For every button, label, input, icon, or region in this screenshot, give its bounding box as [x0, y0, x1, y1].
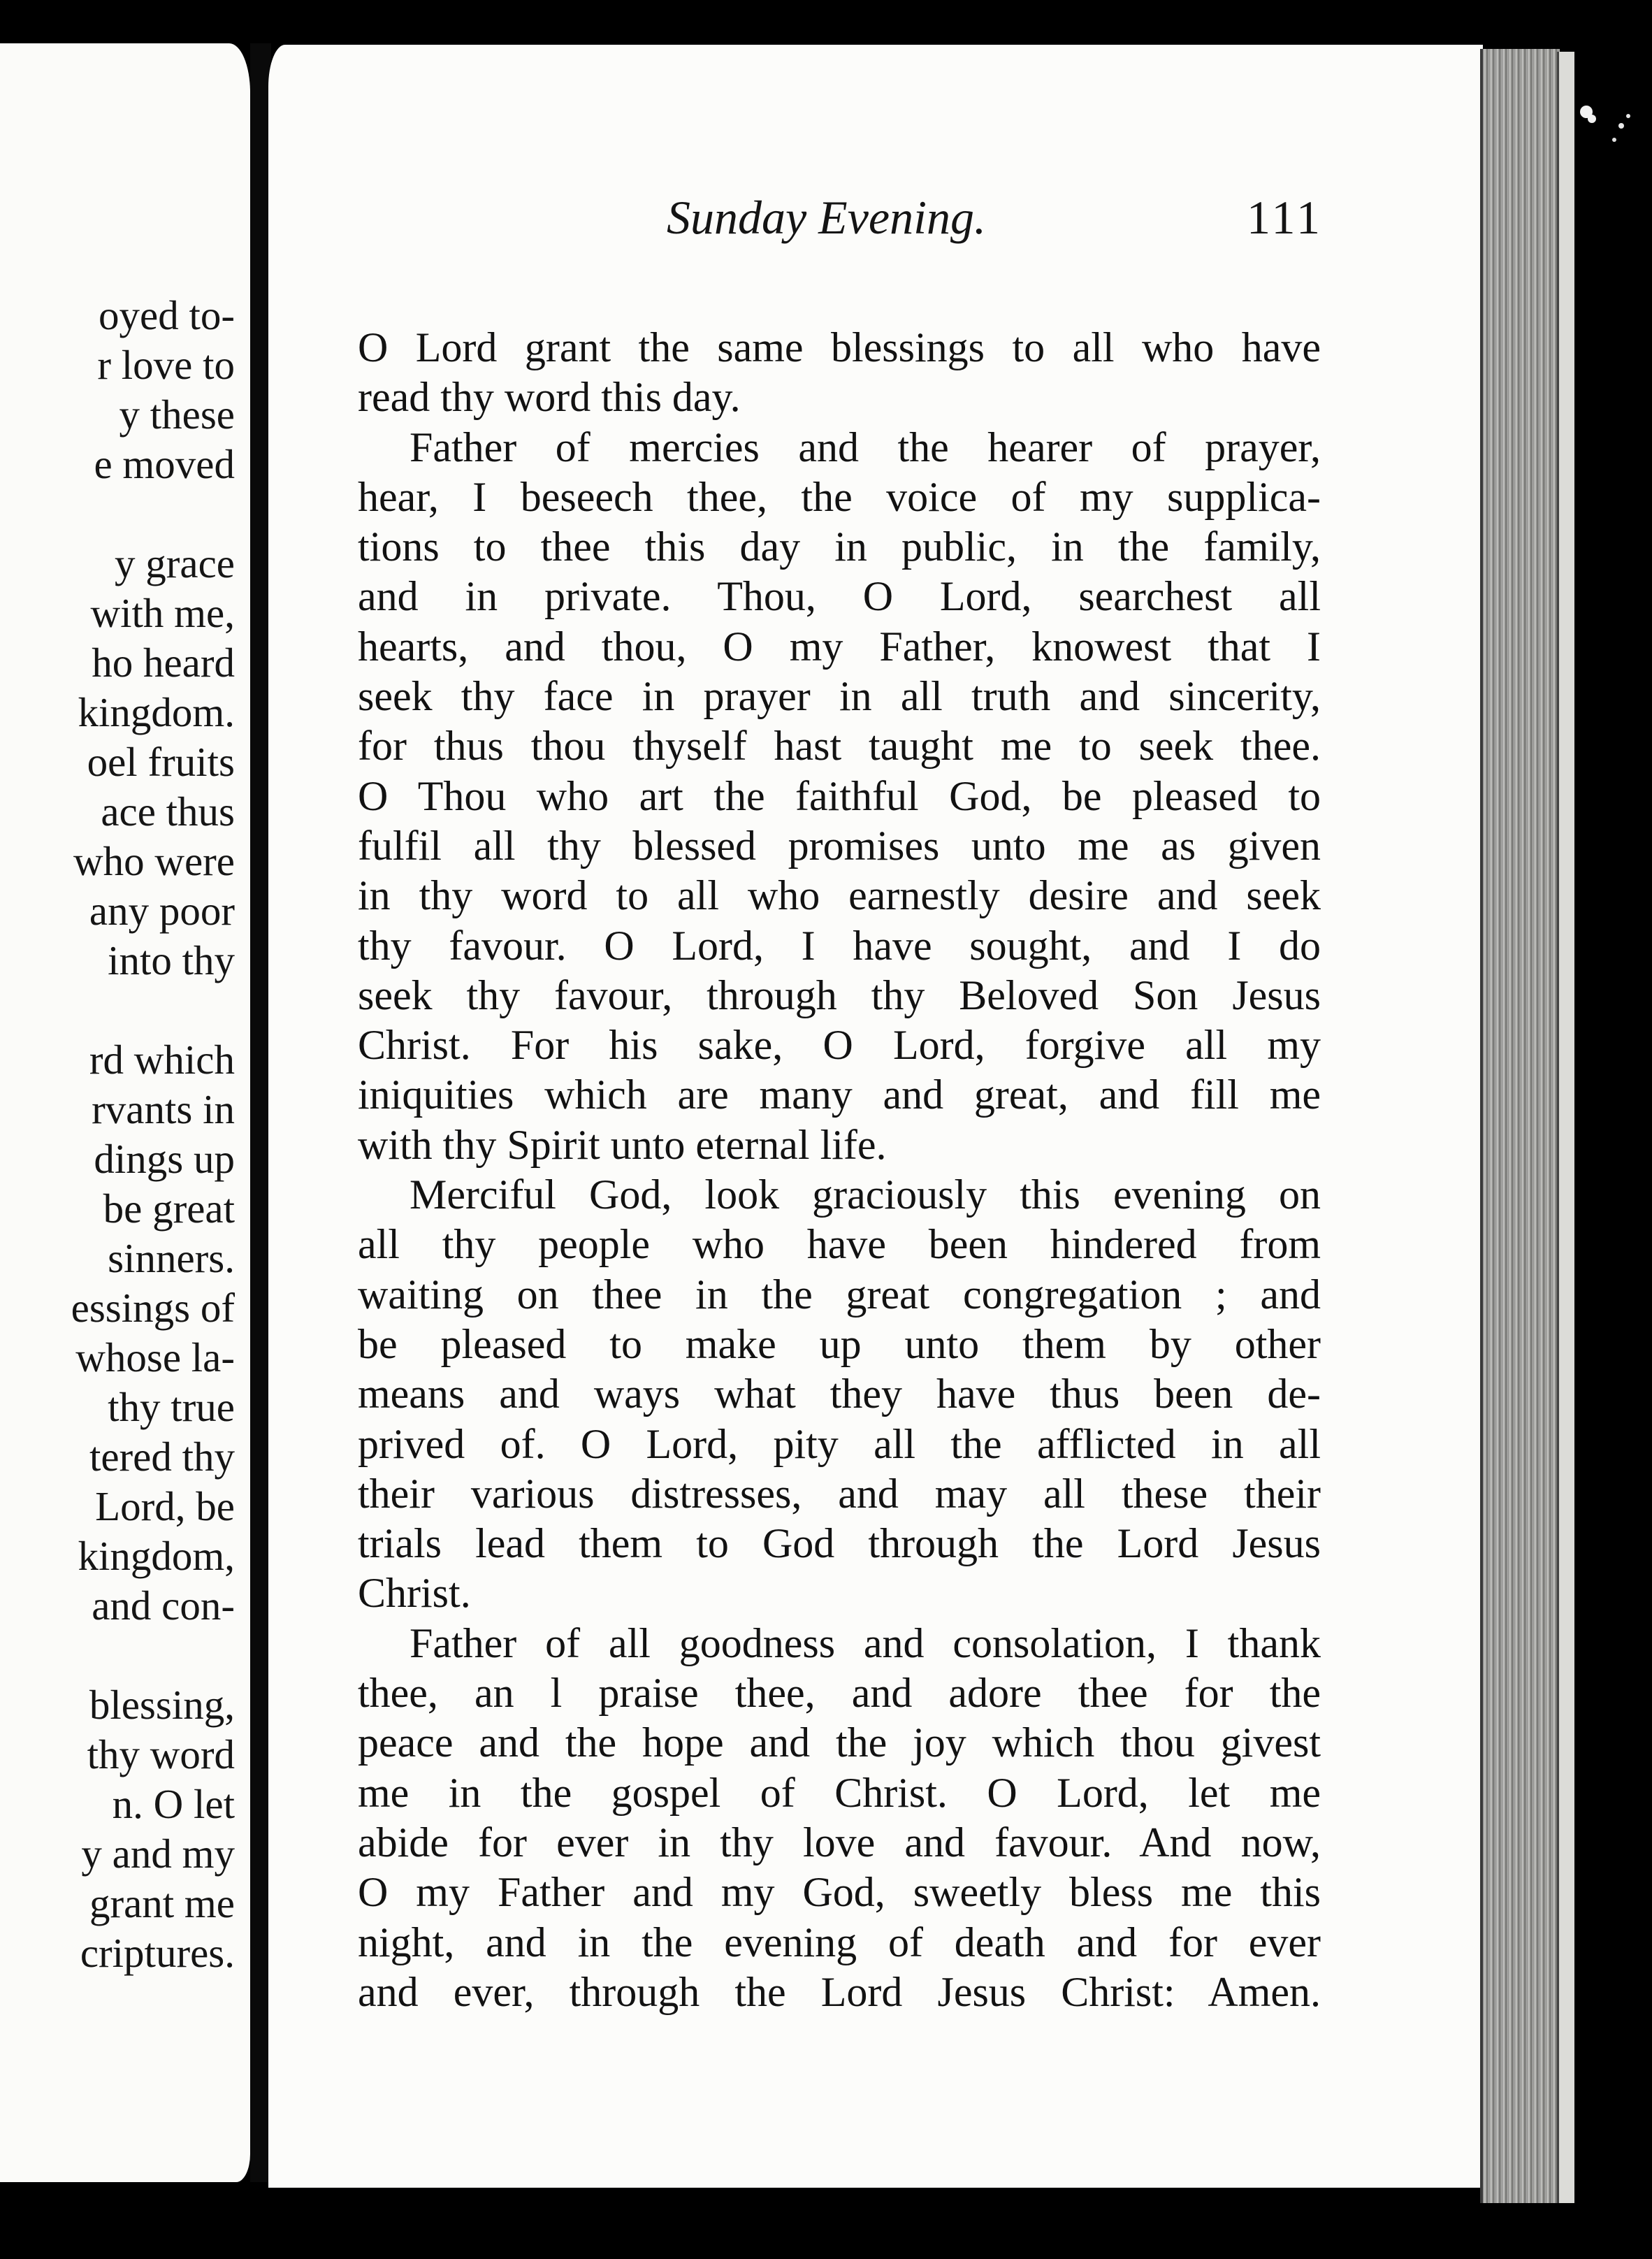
left-page-line: tered thy: [89, 1434, 235, 1480]
body-line: be pleased to make up unto them by other: [358, 1320, 1321, 1367]
body-line: hear, I beseech thee, the voice of my supplica-: [358, 473, 1321, 520]
left-page-line: thy word: [87, 1731, 235, 1777]
left-page-line: oel fruits: [87, 739, 235, 785]
body-line: Christ. For his sake, O Lord, forgive all my: [358, 1022, 1321, 1069]
body-line: thy favour. O Lord, I have sought, and I do: [358, 922, 1321, 969]
page-edges-outer: [1557, 52, 1574, 2203]
left-page-gap: [0, 986, 235, 1035]
left-page-gap: [0, 1631, 235, 1680]
right-page: [268, 45, 1483, 2188]
left-page-line: e moved: [94, 441, 235, 487]
body-line: night, and in the evening of death and for ever: [358, 1919, 1321, 1965]
left-page-line: be great: [103, 1185, 235, 1232]
body-line: Father of mercies and the hearer of prayer,: [410, 424, 1321, 470]
left-page-line: blessing,: [89, 1682, 235, 1728]
body-line: with thy Spirit unto eternal life.: [358, 1121, 887, 1168]
left-page-line: y these: [119, 391, 235, 438]
left-page-line: rvants in: [92, 1086, 235, 1132]
running-title: Sunday Evening.: [667, 191, 986, 244]
body-line: fulfil all thy blessed promises unto me as given: [358, 822, 1321, 869]
left-page-line: grant me: [89, 1880, 235, 1926]
body-line: thee, an l praise thee, and adore thee for the: [358, 1670, 1321, 1717]
body-line: means and ways what they have thus been de-: [358, 1371, 1321, 1417]
body-line: iniquities which are many and great, and fill me: [358, 1071, 1321, 1118]
body-line: seek thy favour, through thy Beloved Son Jesus: [358, 972, 1321, 1018]
page-number: 111: [1247, 191, 1323, 244]
left-page-line: kingdom.: [78, 689, 235, 735]
left-page-line: into thy: [108, 937, 235, 983]
left-page-text: [0, 291, 235, 1978]
left-page: [0, 43, 250, 2182]
body-line: trials lead them to God through the Lord Jesus: [358, 1520, 1321, 1567]
left-page-line: rd which: [89, 1037, 235, 1083]
left-page-line: thy true: [108, 1384, 235, 1430]
body-line: O Lord grant the same blessings to all who have: [358, 324, 1321, 370]
left-page-line: who were: [73, 838, 235, 884]
body-line: in thy word to all who earnestly desire and seek: [358, 872, 1321, 919]
left-page-line: whose la-: [75, 1334, 235, 1380]
body-line: hearts, and thou, O my Father, knowest that I: [358, 623, 1321, 670]
left-page-line: r love to: [97, 342, 235, 388]
running-head: [268, 190, 1483, 253]
left-page-line: any poor: [89, 888, 235, 934]
left-page-line: ho heard: [92, 640, 235, 686]
left-page-line: y grace: [115, 540, 235, 586]
left-page-line: kingdom,: [78, 1533, 235, 1579]
left-page-gap: [0, 489, 235, 539]
left-page-line: sinners.: [108, 1235, 235, 1281]
body-line: waiting on thee in the great congregation ; and: [358, 1271, 1321, 1318]
body-line: me in the gospel of Christ. O Lord, let me: [358, 1769, 1321, 1816]
left-page-line: n. O let: [112, 1781, 235, 1827]
body-line: O Thou who art the faithful God, be pleased to: [358, 772, 1321, 819]
body-line: and in private. Thou, O Lord, searchest all: [358, 573, 1321, 620]
left-page-line: criptures.: [80, 1930, 235, 1976]
left-page-line: essings of: [71, 1285, 235, 1331]
body-line: abide for ever in thy love and favour. And now,: [358, 1819, 1321, 1865]
page-body-text: [358, 323, 1321, 2017]
body-line: Father of all goodness and consolation, I thank: [410, 1619, 1321, 1666]
scan-specks: [1572, 49, 1652, 189]
body-line: Christ.: [358, 1570, 471, 1617]
body-line: peace and the hope and the joy which thou givest: [358, 1719, 1321, 1766]
left-page-line: and con-: [92, 1582, 235, 1629]
body-line: tions to thee this day in public, in the family,: [358, 524, 1321, 570]
left-page-line: dings up: [94, 1136, 235, 1182]
left-page-line: with me,: [90, 590, 235, 636]
left-page-line: ace thus: [101, 788, 235, 835]
body-line: all thy people who have been hindered from: [358, 1221, 1321, 1268]
body-line: and ever, through the Lord Jesus Christ: Amen.: [358, 1968, 1321, 2015]
body-line: read thy word this day.: [358, 374, 741, 421]
body-line: their various distresses, and may all these their: [358, 1470, 1321, 1517]
body-line: prived of. O Lord, pity all the afflicted in all: [358, 1420, 1321, 1467]
page-edges: [1480, 49, 1560, 2203]
left-page-line: Lord, be: [95, 1483, 235, 1529]
body-line: O my Father and my God, sweetly bless me this: [358, 1869, 1321, 1916]
body-line: for thus thou thyself hast taught me to seek thee.: [358, 723, 1321, 770]
left-page-line: oyed to-: [99, 292, 235, 338]
body-line: seek thy face in prayer in all truth and sincerity,: [358, 673, 1321, 720]
left-page-line: y and my: [81, 1831, 235, 1877]
body-line: Merciful God, look graciously this evening on: [410, 1171, 1321, 1218]
